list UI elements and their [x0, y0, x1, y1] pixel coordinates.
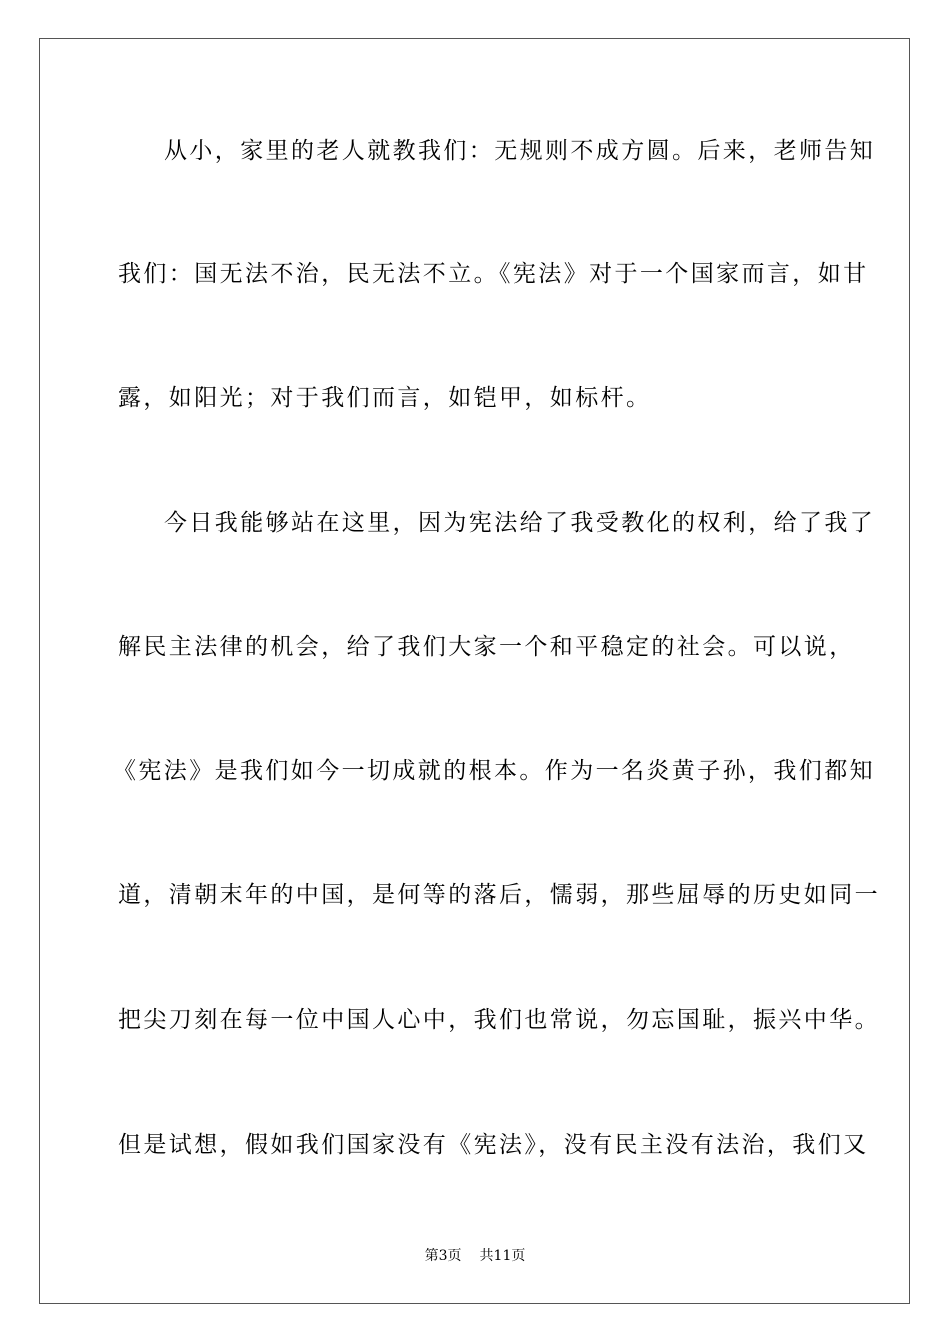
- page-number-current: 第3页: [424, 1248, 462, 1264]
- paragraph-line: 露，如阳光；对于我们而言，如铠甲，如标杆。: [118, 385, 652, 411]
- paragraph-line: 《宪法》是我们如今一切成就的根本。作为一名炎黄子孙，我们都知: [113, 758, 875, 784]
- paragraph-line: 今日我能够站在这里，因为宪法给了我受教化的权利，给了我了: [164, 510, 876, 536]
- paragraph-line: 道，清朝末年的中国，是何等的落后，懦弱，那些屈辱的历史如同一: [118, 882, 880, 908]
- page-number-total: 共11页: [479, 1248, 526, 1264]
- paragraph-line: 解民主法律的机会，给了我们大家一个和平稳定的社会。可以说，: [118, 634, 855, 660]
- paragraph-line: 我们：国无法不治，民无法不立。《宪法》对于一个国家而言，如甘: [118, 261, 869, 287]
- page-border: [39, 38, 910, 1304]
- paragraph-line: 从小，家里的老人就教我们：无规则不成方圆。后来，老师告知: [164, 138, 876, 164]
- page-footer: [0, 1247, 950, 1265]
- paragraph-line: 把尖刀刻在每一位中国人心中，我们也常说，勿忘国耻，振兴中华。: [118, 1007, 880, 1033]
- paragraph-line: 但是试想，假如我们国家没有《宪法》，没有民主没有法治，我们又: [118, 1132, 869, 1158]
